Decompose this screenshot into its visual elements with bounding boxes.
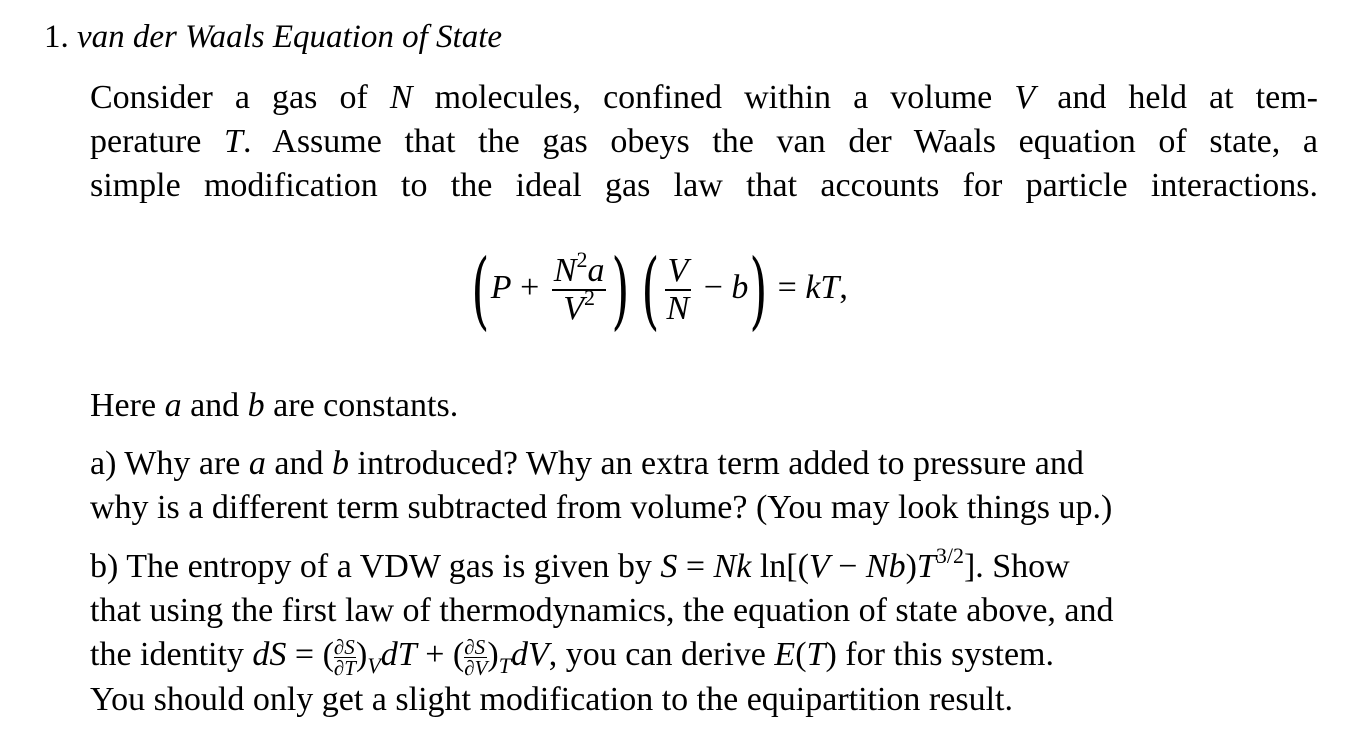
part-b-line-4: You should only get a slight modification to the equipartition result. [90,680,1013,718]
part-a-line-2: why is a different term subtracted from volume? (You may look things up.) [90,489,1113,526]
part-a-line-1: a) Why are a and b introduced? Why an extra term added to pressure and [90,445,1084,482]
partial-s-partial-t: $\frac{\partial S}{\partial T}$ [333,634,356,680]
part-b-line-3: the identity dS = ( $\frac{\partial S}{\partial T}$ )$_VdT$ + ( $\frac{\partial S}{\partial V}$ )$_TdV$, you can derive E(T) for this system. [90,634,1054,680]
part-a [90,442,1318,530]
intro-line-2: perature T. Assume that the gas obeys the van der Waals equation of state, a [90,123,1318,160]
part-b-line-1: b) The entropy of a VDW gas is given by S = Nk $\ln[(V - Nb)T^{3/2}]$. Show [90,543,1070,585]
intro-paragraph [90,76,1318,208]
constants-note: Here a and b are constants. [90,387,459,424]
volume-per-particle-fraction: $\frac{V}{N}$ [666,252,690,327]
intro-line-1: Consider a gas of N molecules, confined within a volume V and held at tem- [90,79,1318,116]
part-b-line-2: that using the first law of thermodynamics, the equation of state above, and [90,592,1114,629]
partial-s-partial-v: $\frac{\partial S}{\partial V}$ [464,634,488,680]
problem-heading [44,17,502,57]
problem-number: 1. [44,19,69,55]
van-der-waals-equation: (P + $\frac{N^2a}{V^2}$ ) ( $\frac{V}{N}$ − b) = kT, [471,241,848,339]
pressure-correction-fraction: $\frac{N^2a}{V^2}$ [553,247,605,327]
intro-line-3: simple modification to the ideal gas law that accounts for particle interactions. [90,167,1318,204]
part-b [90,545,1318,722]
problem-title: van der Waals Equation of State [77,19,503,55]
